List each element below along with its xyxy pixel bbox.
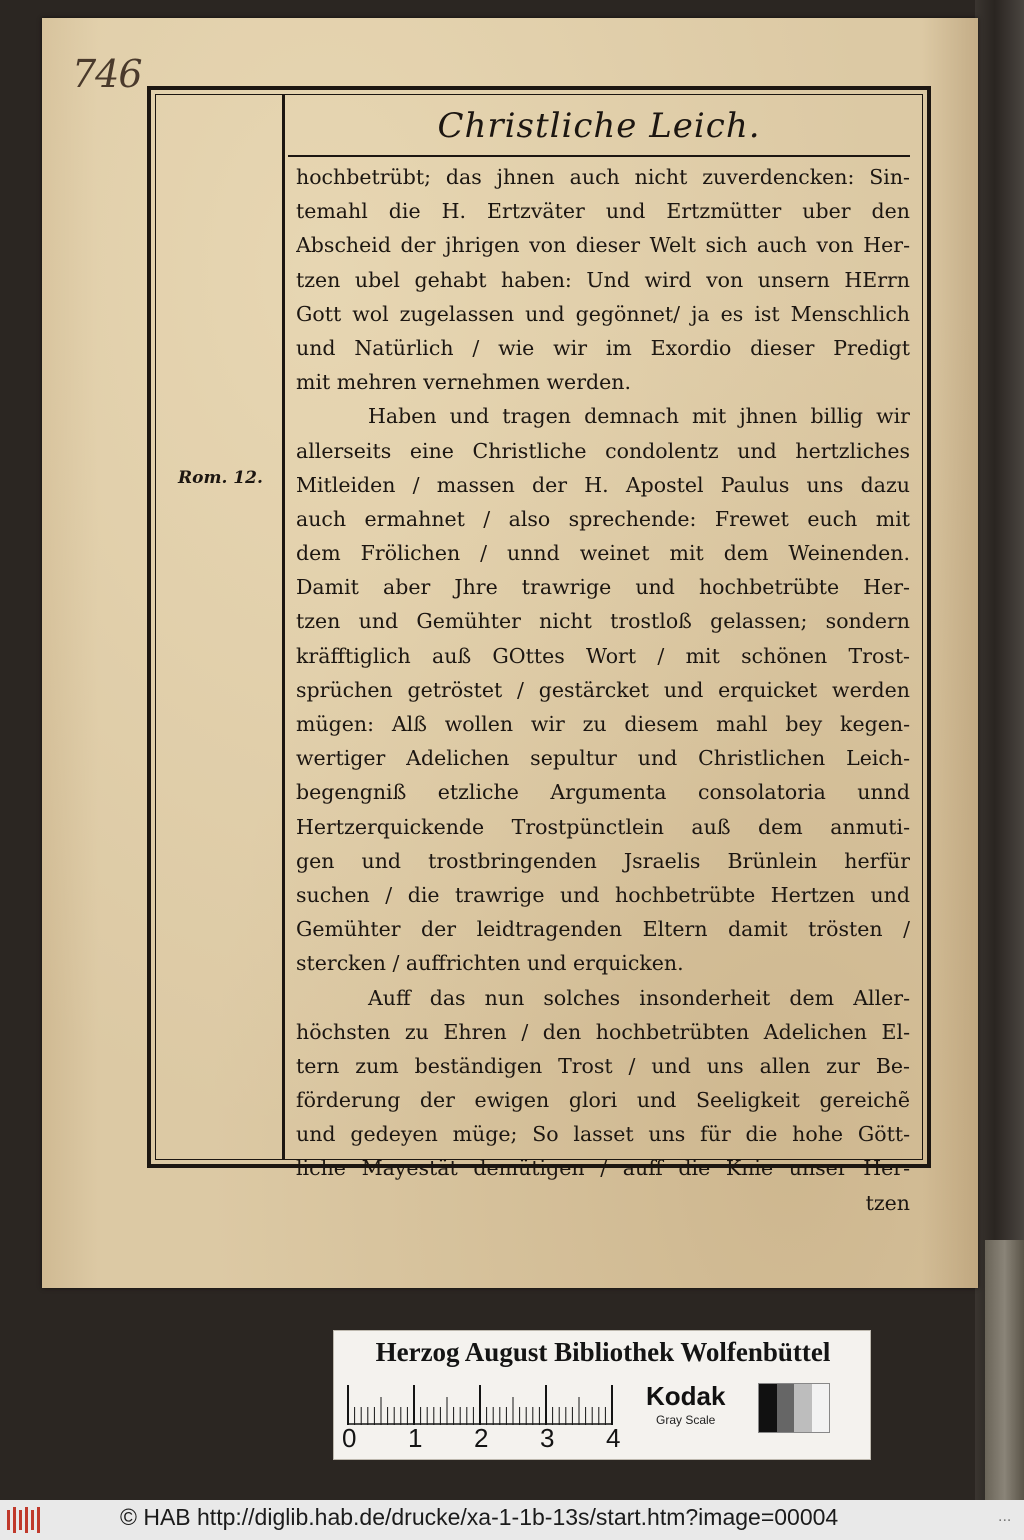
text-line: dem Frölichen / unnd weinet mit dem Weinenden.	[296, 541, 910, 566]
margin-note: Rom. 12.	[178, 468, 263, 488]
text-line: mügen: Alß wollen wir zu diesem mahl bey kegen-	[296, 712, 910, 736]
text-line: und Natürlich / wie wir im Exordio dieser Predigt	[296, 335, 910, 360]
text-line: mit mehren vernehmen werden.	[296, 370, 631, 395]
ruler-number: 2	[474, 1423, 489, 1453]
body-text	[296, 160, 910, 1220]
hab-logo-icon	[6, 1507, 46, 1533]
gray-scale-patches	[758, 1383, 830, 1433]
text-line: tern zum beständigen Trost / und uns allen zur Be-	[296, 1053, 910, 1078]
page-number: 746	[72, 52, 142, 96]
text-line: Auff das nun solches insonderheit dem Aller-	[368, 985, 910, 1010]
text-line: tzen und Gemühter nicht trostloß gelassen; sondern	[296, 609, 910, 634]
text-line: hochbetrübt; das jhnen auch nicht zuverdencken: Sin-	[296, 165, 910, 189]
card-title: Herzog August Bibliothek Wolfenbüttel	[375, 1337, 831, 1367]
text-line: und gedeyen müge; So lasset uns für die hohe Gött-	[296, 1122, 910, 1147]
text-line: Abscheid der jhrigen von dieser Welt sich auch von Her-	[296, 233, 910, 258]
text-line: suchen / die trawrige und hochbetrübte Hertzen und	[296, 882, 910, 907]
gray-patch-light	[794, 1384, 812, 1432]
text-line: sprüchen getröstet / gestärcket und erquicket werden	[296, 677, 910, 702]
kodak-logo: Kodak	[646, 1381, 726, 1411]
text-line: begengniß etzliche Argumenta consolatoria unnd	[296, 780, 910, 805]
text-line: wertiger Adelichen sepultur und Christlichen Leich-	[296, 746, 910, 771]
kodak-subtitle: Gray Scale	[656, 1413, 716, 1427]
text-line: Hertzerquickende Trostpünctlein auß dem anmuti-	[296, 814, 910, 839]
gray-patch-dark	[777, 1384, 795, 1432]
text-line: tzen ubel gehabt haben: Und wird von unsern HErrn	[296, 267, 910, 292]
backdrop-book-edge	[985, 1240, 1024, 1500]
gray-patch-black	[759, 1384, 777, 1432]
text-line: höchsten zu Ehren / den hochbetrübten Adelichen El-	[296, 1019, 910, 1044]
margin-column-divider	[282, 94, 285, 1160]
text-line: kräfftiglich auß GOttes Wort / mit schönen Trost-	[296, 643, 910, 668]
running-head: Christliche Leich.	[437, 106, 761, 146]
text-line: tzen	[865, 1190, 910, 1215]
text-line: stercken / auffrichten und erquicken.	[296, 951, 684, 976]
footer-more-dots[interactable]: ...	[998, 1508, 1012, 1525]
ruler-number: 1	[408, 1423, 423, 1453]
text-line: allerseits eine Christliche condolentz und hertzliches	[296, 438, 910, 463]
footer-source-link[interactable]: © HAB http://diglib.hab.de/drucke/xa-1-1b-13s/start.htm?image=00004	[120, 1504, 839, 1530]
text-line: Mitleiden / massen der H. Apostel Paulus uns dazu	[296, 472, 910, 497]
text-line: Damit aber Jhre trawrige und hochbetrübte Her-	[296, 575, 910, 600]
ruler-number: 4	[606, 1423, 621, 1453]
text-line: Gemühter der leidtragenden Eltern damit trösten /	[296, 917, 910, 942]
ruler-numbers	[340, 1423, 640, 1455]
text-line: temahl die H. Ertzväter und Ertzmütter uber den	[296, 199, 910, 224]
text-line: förderung der ewigen glori und Seeligkeit gereichẽ	[296, 1088, 910, 1113]
text-line: liche Mayestät demütigen / auff die Knie unser Her-	[296, 1156, 910, 1181]
text-line: Gott wol zugelassen und gegönnet/ ja es ist Menschlich	[296, 301, 910, 326]
gray-patch-white	[812, 1384, 830, 1432]
ruler-number: 3	[540, 1423, 555, 1453]
color-calibration-card	[333, 1330, 871, 1460]
text-line: auch ermahnet / also sprechende: Frewet euch mit	[296, 506, 910, 531]
footer-bar	[0, 1500, 1024, 1540]
ruler-scale	[346, 1383, 616, 1425]
header-rule	[288, 155, 910, 157]
ruler-number: 0	[342, 1423, 357, 1453]
text-line: Haben und tragen demnach mit jhnen billig wir	[368, 404, 910, 429]
text-line: gen und trostbringenden Jsraelis Brünlein herfür	[296, 848, 910, 873]
